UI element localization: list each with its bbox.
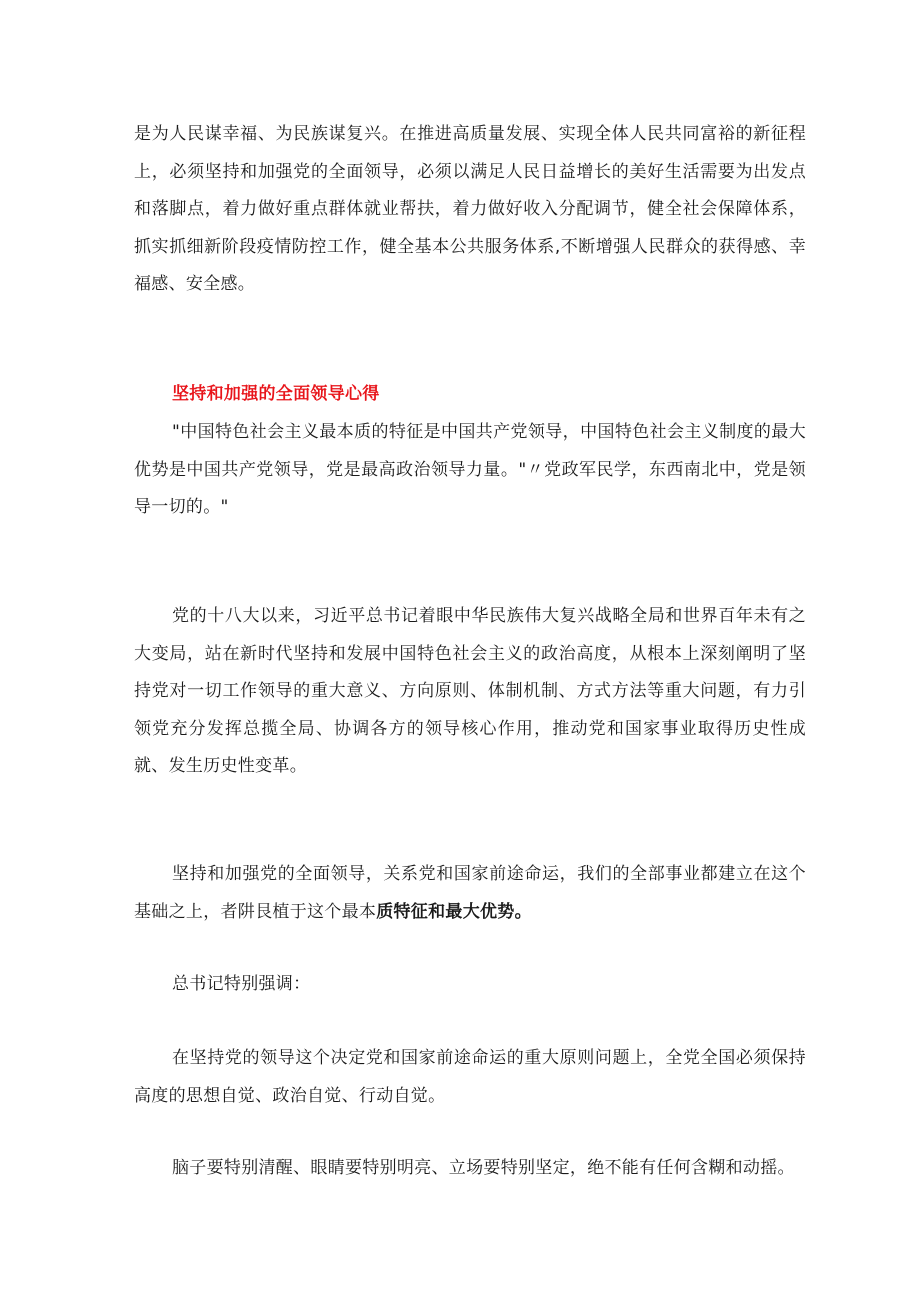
- paragraph-comprehensive-leadership-bold: 质特征和最大优势。: [376, 901, 532, 922]
- paragraph-party-leadership-quote: "中国特色社会主义最本质的特征是中国共产党领导，中国特色社会主义制度的最大优势是中国共产党领导，党是最高政治领导力量。"〃党政军民学，东西南北中，党是领导一切的。": [134, 422, 806, 518]
- paragraph-consciousness: 在坚持党的领导这个决定党和国家前途命运的重大原则问题上，全党全国必须保持高度的思想自觉、政治自觉、行动自觉。: [134, 1048, 806, 1106]
- paragraph-eighteenth-congress: 党的十八大以来，习近平总书记着眼中华民族伟大复兴战略全局和世界百年未有之大变局，站在新时代坚持和发展中国特色社会主义的政治高度，从根本上深刻阐明了坚持党对一切工作领导的重大意义、方向原则、体制机制、方式方法等重大问题，有力引领党充分发挥总揽全局、协调各方的领导核心作用，推动党和国家事业取得历史性成就、发生历史性变革。: [134, 606, 806, 777]
- paragraph-comprehensive-leadership: [134, 856, 806, 931]
- section-heading: 坚持和加强的全面领导心得: [172, 384, 380, 404]
- paragraph-comprehensive-leadership-text: 坚持和加强党的全面领导，关系党和国家前途命运，我们的全部事业都建立在这个基础之上，者阱艮植于这个最本: [134, 864, 806, 922]
- paragraph-general-secretary-emphasis: 总书记特别强调：: [172, 974, 311, 994]
- paragraph-firm-stance: 脑子要特别清醒、眼睛要特别明亮、立场要特别坚定，绝不能有任何含糊和动摇。: [172, 1158, 795, 1178]
- paragraph-people-happiness: 是为人民谋幸福、为民族谋复兴。在推进高质量发展、实现全体人民共同富裕的新征程上，必须坚持和加强党的全面领导，必须以满足人民日益增长的美好生活需要为出发点和落脚点，着力做好重点群体就业帮扶，着力做好收入分配调节，健全社会保障体系，抓实抓细新阶段疫情防控工作，健全基本公共服务体系,不断增强人民群众的获得感、幸福感、安全感。: [134, 124, 806, 295]
